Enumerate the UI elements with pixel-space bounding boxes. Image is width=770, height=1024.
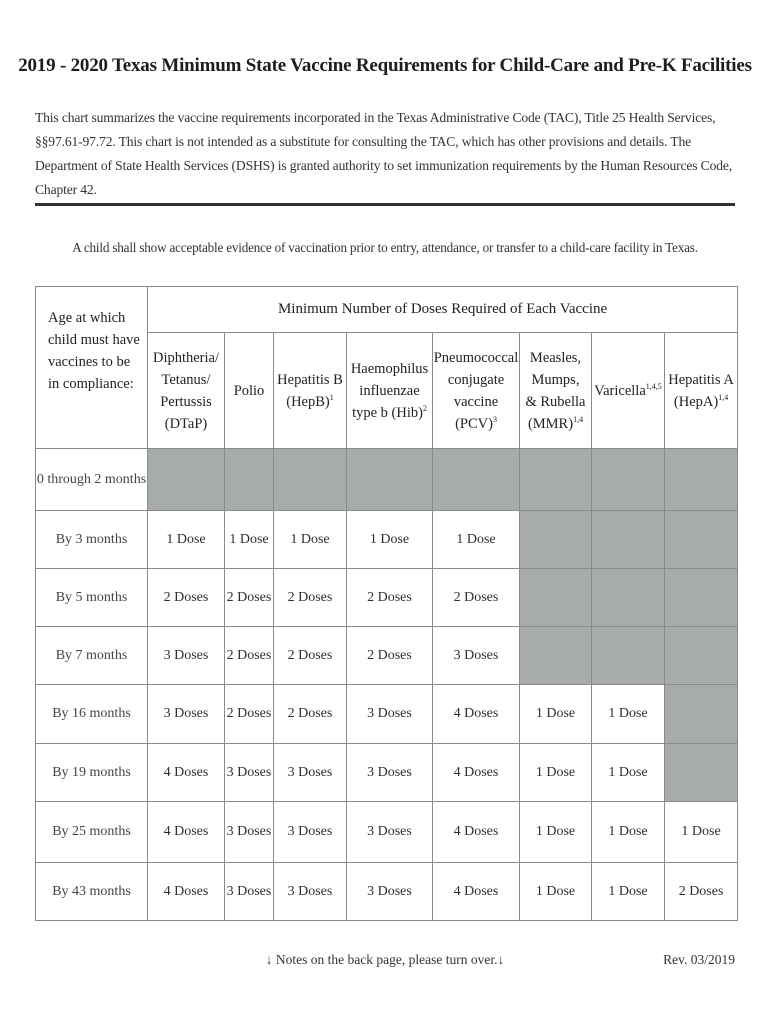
not-required-cell — [665, 685, 738, 744]
age-cell: By 5 months — [36, 569, 148, 627]
dose-cell: 4 Doses — [433, 863, 520, 921]
dose-cell: 4 Doses — [433, 685, 520, 744]
dose-cell: 3 Doses — [225, 802, 274, 863]
dose-cell: 2 Doses — [225, 627, 274, 685]
footnote-marker: 2 — [422, 403, 427, 413]
vaccine-header-line: Haemophilus — [350, 360, 429, 377]
vaccine-header-line: (HepA)$^{1,4}$ — [673, 392, 729, 410]
dose-cell: 1 Dose — [520, 744, 592, 802]
vaccine-header-line: influenzae — [359, 382, 420, 399]
age-cell: By 19 months — [36, 744, 148, 802]
dose-cell: 1 Dose — [225, 511, 274, 569]
footnote-marker: 3 — [492, 414, 497, 424]
dose-cell: 1 Dose — [592, 744, 665, 802]
dose-cell: 2 Doses — [347, 569, 433, 627]
footnote-marker: 1 — [329, 392, 334, 402]
not-required-cell — [665, 449, 738, 511]
vaccine-header-line: (DTaP) — [164, 415, 208, 432]
footnote-marker: 1,4,5 — [645, 381, 662, 391]
not-required-cell — [665, 511, 738, 569]
age-cell: By 3 months — [36, 511, 148, 569]
not-required-cell — [592, 449, 665, 511]
vaccine-column-header — [274, 333, 347, 449]
not-required-cell — [592, 569, 665, 627]
dose-cell: 4 Doses — [433, 744, 520, 802]
vaccine-header-line: type b (Hib)$^2$ — [352, 403, 427, 421]
vaccine-column-header — [148, 333, 225, 449]
age-cell: By 43 months — [36, 863, 148, 921]
vaccine-column-header — [225, 333, 274, 449]
dose-cell: 1 Dose — [148, 511, 225, 569]
table-row — [36, 569, 738, 627]
age-header-line: child must have — [48, 332, 140, 348]
dose-cell: 4 Doses — [148, 802, 225, 863]
vaccine-header-line: Hepatitis A — [668, 371, 734, 388]
dose-cell: 3 Doses — [274, 802, 347, 863]
vaccine-header-line: Pneumococcal — [433, 349, 519, 366]
vaccine-header-line: (MMR)$^{1,4}$ — [527, 414, 584, 432]
not-required-cell — [665, 569, 738, 627]
dose-cell: 1 Dose — [592, 685, 665, 744]
not-required-cell — [225, 449, 274, 511]
dose-cell: 4 Doses — [148, 744, 225, 802]
vaccine-header-line: Tetanus/ — [161, 371, 211, 388]
dose-cell: 2 Doses — [274, 627, 347, 685]
not-required-cell — [520, 511, 592, 569]
dose-cell: 4 Doses — [433, 802, 520, 863]
dose-cell: 1 Dose — [347, 511, 433, 569]
table-row — [36, 744, 738, 802]
not-required-cell — [274, 449, 347, 511]
dose-cell: 3 Doses — [148, 685, 225, 744]
dose-cell: 2 Doses — [225, 685, 274, 744]
dose-cell: 2 Doses — [347, 627, 433, 685]
dose-cell: 1 Dose — [520, 863, 592, 921]
dose-cell: 4 Doses — [148, 863, 225, 921]
vaccine-column-header — [347, 333, 433, 449]
age-header — [36, 287, 148, 449]
dose-cell: 3 Doses — [347, 802, 433, 863]
not-required-cell — [665, 627, 738, 685]
table-body — [36, 449, 738, 921]
not-required-cell — [520, 449, 592, 511]
vaccine-requirements-table — [35, 286, 738, 921]
table-row — [36, 802, 738, 863]
vaccine-header-line: (HepB)$^1$ — [286, 392, 334, 410]
dose-cell: 2 Doses — [148, 569, 225, 627]
not-required-cell — [520, 627, 592, 685]
vaccine-header-line: Pertussis — [160, 393, 212, 410]
not-required-cell — [433, 449, 520, 511]
dose-cell: 3 Doses — [274, 863, 347, 921]
table-row — [36, 449, 738, 511]
dose-cell: 3 Doses — [148, 627, 225, 685]
divider-rule — [35, 203, 735, 206]
table-row — [36, 863, 738, 921]
dose-cell: 3 Doses — [347, 863, 433, 921]
not-required-cell — [347, 449, 433, 511]
vaccine-header-line: Varicella$^{1,4,5}$ — [594, 381, 662, 399]
dose-cell: 3 Doses — [347, 685, 433, 744]
vaccine-column-header — [665, 333, 738, 449]
vaccine-header-line: Polio — [233, 382, 265, 399]
footnote-marker: 1,4 — [573, 414, 584, 424]
dose-cell: 2 Doses — [274, 569, 347, 627]
dose-cell: 3 Doses — [347, 744, 433, 802]
turn-over-note: ↓ Notes on the back page, please turn over.↓ — [265, 952, 505, 967]
age-cell: 0 through 2 months — [36, 449, 148, 511]
dose-cell: 2 Doses — [433, 569, 520, 627]
requirement-statement: A child shall show acceptable evidence of vaccination prior to entry, attendance, or transfer to a child-care facility in Texas. — [72, 240, 698, 255]
dose-cell: 1 Dose — [592, 863, 665, 921]
age-header-line: vaccines to be — [48, 354, 131, 370]
vaccine-header-line: Diphtheria/ — [152, 349, 220, 366]
doses-main-header: Minimum Number of Doses Required of Each Vaccine — [148, 287, 738, 333]
dose-cell: 2 Doses — [225, 569, 274, 627]
not-required-cell — [592, 511, 665, 569]
dose-cell: 3 Doses — [225, 744, 274, 802]
vaccine-header-line: vaccine — [453, 393, 499, 410]
dose-cell: 3 Doses — [274, 744, 347, 802]
vaccine-header-line: Hepatitis B — [277, 371, 343, 388]
dose-cell: 2 Doses — [665, 863, 738, 921]
table-row — [36, 627, 738, 685]
not-required-cell — [148, 449, 225, 511]
age-header-line: Age at which — [48, 310, 126, 326]
dose-cell: 1 Dose — [520, 685, 592, 744]
vaccine-header-line: Measles, — [529, 349, 582, 366]
vaccine-column-header — [433, 333, 520, 449]
not-required-cell — [520, 569, 592, 627]
not-required-cell — [592, 627, 665, 685]
vaccine-header-line: Mumps, — [531, 371, 580, 388]
vaccine-header-line: conjugate — [447, 371, 505, 388]
dose-cell: 1 Dose — [665, 802, 738, 863]
vaccine-header-line: & Rubella — [525, 393, 586, 410]
table-row — [36, 685, 738, 744]
vaccine-header-line: (PCV)$^3$ — [455, 414, 497, 432]
dose-cell: 1 Dose — [592, 802, 665, 863]
age-header-line: in compliance: — [48, 376, 134, 392]
dose-cell: 1 Dose — [274, 511, 347, 569]
dose-cell: 1 Dose — [433, 511, 520, 569]
dose-cell: 3 Doses — [225, 863, 274, 921]
intro-paragraph: This chart summarizes the vaccine requirements incorporated in the Texas Administrative Code (TAC), Title 25 Health Services, §§97.61-97.72. This chart is not intended as a substitute for consulting the TAC, which has other provisions and details. The Department of State Health Services (DSHS) is granted authority to set immunization requirements by the Human Resources Code, Chapter 42. — [35, 110, 733, 197]
table-row — [36, 511, 738, 569]
vaccine-column-header — [592, 333, 665, 449]
document-title: 2019 - 2020 Texas Minimum State Vaccine Requirements for Child-Care and Pre-K Facilities — [18, 55, 752, 76]
vaccine-column-header — [520, 333, 592, 449]
age-cell: By 16 months — [36, 685, 148, 744]
age-cell: By 7 months — [36, 627, 148, 685]
not-required-cell — [665, 744, 738, 802]
age-cell: By 25 months — [36, 802, 148, 863]
footnote-marker: 1,4 — [718, 392, 729, 402]
dose-cell: 3 Doses — [433, 627, 520, 685]
revision-date: Rev. 03/2019 — [663, 952, 735, 967]
dose-cell: 2 Doses — [274, 685, 347, 744]
dose-cell: 1 Dose — [520, 802, 592, 863]
